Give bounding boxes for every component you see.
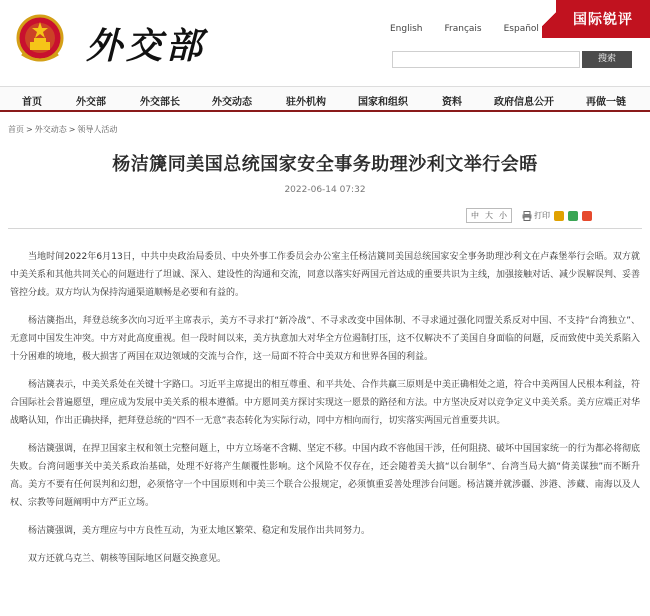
article-paragraph: 杨洁篪强调，在捍卫国家主权和领土完整问题上，中方立场毫不含糊、坚定不移。中国内政不容他国干涉，任何阻挠、破坏中国国家统一的行为都必将彻底失败。台湾问题事关中美关系政治基础，处理不好将产生颠覆性影响。这个风险不仅存在，还会随着美大搞“以台制华”、台湾当局大搞“倚美谋独”而不断升高。美方不要有任何误判和幻想，必须恪守一个中国原则和中美三个联合公报规定，必须慎重妥善处理涉台问题。杨洁篪并就涉疆、涉港、涉藏、南海以及人权、宗教等问题阐明中方严正立场。 — [10, 444, 641, 508]
article-title: 杨洁篪同美国总统国家安全事务助理沙利文举行会晤 — [112, 154, 538, 175]
badge-tail — [542, 0, 556, 38]
nav-extra[interactable]: 再做一链 — [586, 97, 626, 108]
article-paragraph: 杨洁篪表示，中美关系处在关键十字路口。习近平主席提出的相互尊重、和平共处、合作共赢三原则是中美正确相处之道，符合中美两国人民根本利益，符合国际社会普遍愿望，理应成为发展中美关系的根本遵循。中方愿同美方探讨实现这一愿景的路径和方法。中方坚决反对以竞争定义中美关系。美方应端正对华战略认知，作出正确抉择，把拜登总统的“四不一无意”表态转化为实际行动，同中方相向而行，切实落实两国元首重要共识。 — [10, 380, 641, 426]
article-date: 2022-06-14 07:32 — [284, 185, 366, 195]
share-qzone-icon[interactable] — [554, 211, 564, 221]
nav-gov-info[interactable]: 政府信息公开 — [494, 97, 554, 108]
article-paragraph: 杨洁篪强调，美方理应与中方良性互动，为亚太地区繁荣、稳定和发展作出共同努力。 — [28, 526, 371, 536]
nav-diplomatic-news[interactable]: 外交动态 — [212, 97, 252, 108]
breadcrumb-leaders[interactable]: 领导人活动 — [77, 125, 118, 134]
site-header — [0, 0, 650, 86]
breadcrumb-separator: > — [26, 125, 33, 134]
article-paragraph: 双方还就乌克兰、朝核等国际地区问题交换意见。 — [28, 554, 227, 564]
search-input[interactable] — [392, 51, 580, 68]
nav-minister[interactable]: 外交部长 — [140, 97, 180, 108]
article-body — [10, 248, 640, 578]
site-logo[interactable]: 外交部 — [86, 25, 207, 67]
print-icon — [522, 211, 532, 221]
font-size-large[interactable]: 大 — [485, 211, 493, 220]
article-tools — [466, 208, 592, 223]
print-label: 打印 — [534, 211, 550, 220]
share-weibo-icon[interactable] — [582, 211, 592, 221]
nav-home[interactable]: 首页 — [22, 97, 42, 108]
breadcrumb-separator: > — [68, 125, 76, 134]
main-nav — [0, 86, 650, 112]
article-paragraph: 杨洁篪指出，拜登总统多次向习近平主席表示，美方不寻求打“新冷战”、不寻求改变中国体制、不寻求通过强化同盟关系反对中国、不支持“台湾独立”、无意同中国发生冲突。中方对此高度重视。但一段时间以来，美方执意加大对华全方位遏制打压，这不仅解决不了美国自身面临的问题，反而致使中美关系陷入十分困难的境地，极大损害了两国在双边领域的交流与合作，这一局面不符合中美双方和世界各国的利益。 — [10, 316, 641, 362]
lang-english-link[interactable]: English — [390, 24, 423, 34]
font-size-small[interactable]: 小 — [499, 211, 507, 220]
nav-missions[interactable]: 驻外机构 — [286, 97, 326, 108]
font-size-selector — [466, 208, 512, 223]
font-size-medium[interactable]: 中 — [471, 211, 479, 220]
breadcrumb — [8, 124, 117, 135]
breadcrumb-news[interactable]: 外交动态 — [34, 125, 67, 134]
sharp-review-badge[interactable]: 国际锐评 — [556, 0, 650, 38]
share-wechat-icon[interactable] — [568, 211, 578, 221]
nav-countries[interactable]: 国家和组织 — [358, 97, 408, 108]
print-button[interactable] — [522, 210, 550, 221]
national-emblem-icon[interactable] — [16, 14, 64, 64]
article-paragraph: 当地时间2022年6月13日，中共中央政治局委员、中央外事工作委员会办公室主任杨洁篪同美国总统国家安全事务助理沙利文在卢森堡举行会晤。双方就中美关系和其他共同关心的问题进行了坦诚、深入、建设性的沟通和交流，同意以落实好两国元首达成的重要共识为主线，加强接触对话、减少误解误判、妥善管控分歧。双方均认为保持沟通渠道顺畅是必要和有益的。 — [10, 252, 641, 298]
lang-french-link[interactable]: Français — [444, 24, 482, 34]
lang-spanish-link[interactable]: Español — [503, 24, 539, 34]
nav-resources[interactable]: 资料 — [442, 97, 462, 108]
search-button[interactable]: 搜索 — [582, 51, 632, 68]
breadcrumb-home[interactable]: 首页 — [8, 125, 24, 134]
title-divider — [8, 228, 642, 229]
nav-ministry[interactable]: 外交部 — [76, 97, 106, 108]
